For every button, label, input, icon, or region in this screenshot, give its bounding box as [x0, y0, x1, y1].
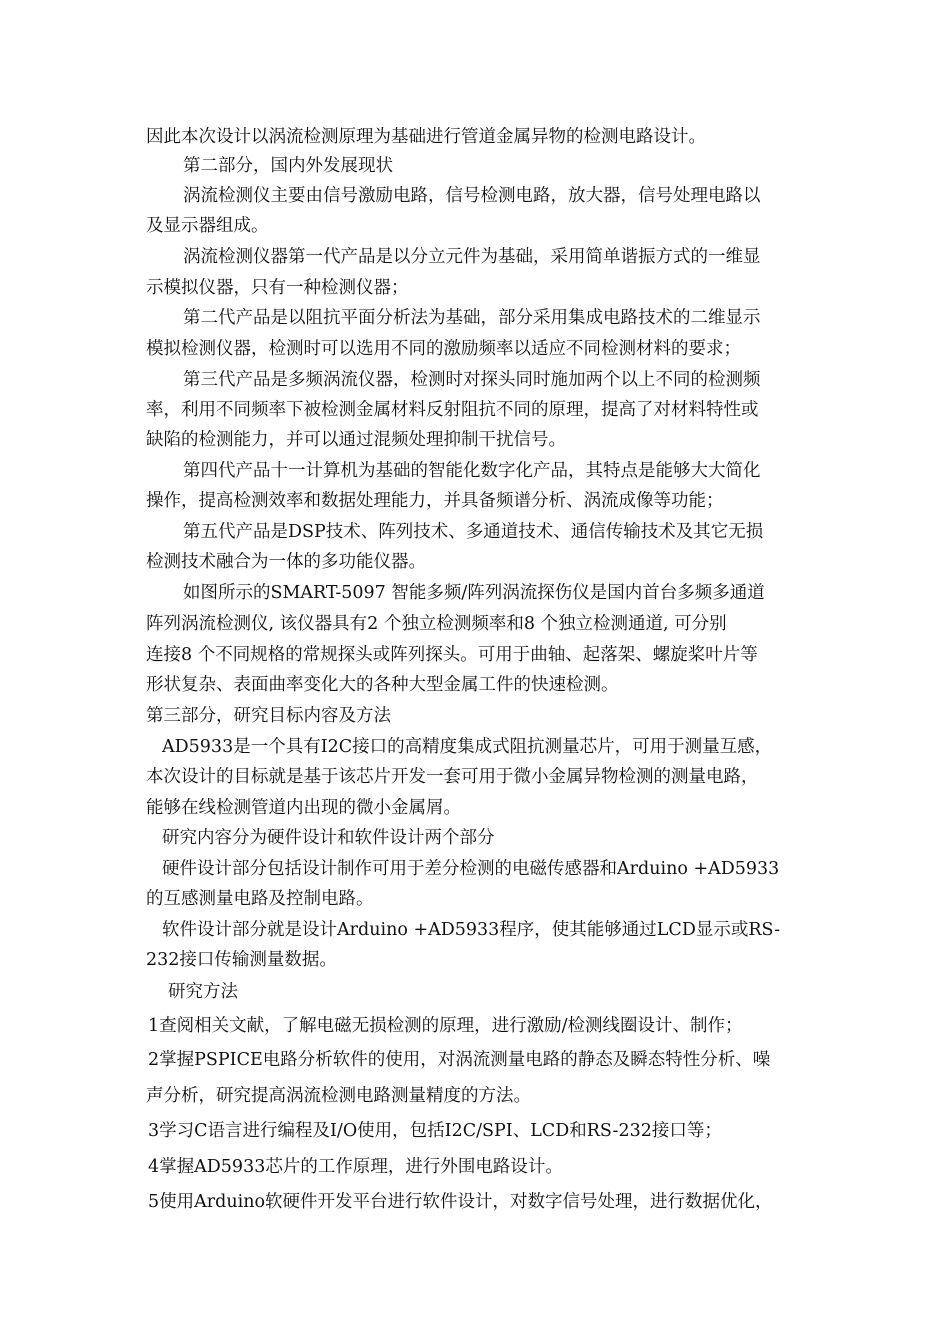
- text-line: 第三代产品是多频涡流仪器，检测时对探头同时施加两个以上不同的检测频: [183, 370, 761, 390]
- list-item: 1查阅相关文献，了解电磁无损检测的原理，进行激励/检测线圈设计、制作；: [148, 1016, 743, 1036]
- text-line: 软件设计部分就是设计Arduino +AD5933程序，使其能够通过LCD显示或RS-: [162, 920, 781, 940]
- text-line: 缺陷的检测能力，并可以通过混频处理抑制干扰信号。: [146, 430, 566, 450]
- text-line: 能够在线检测管道内出现的微小金属屑。: [146, 798, 461, 818]
- list-item: 5使用Arduino软硬件开发平台进行软件设计，对数字信号处理，进行数据优化，: [148, 1192, 773, 1212]
- text-line: 232接口传输测量数据。: [146, 950, 337, 970]
- text-line: 第五代产品是DSP技术、阵列技术、多通道技术、通信传输技术及其它无损: [183, 522, 764, 542]
- text-line: 形状复杂、表面曲率变化大的各种大型金属工件的快速检测。: [146, 675, 619, 695]
- text-line: 第二代产品是以阻抗平面分析法为基础，部分采用集成电路技术的二维显示: [183, 308, 761, 328]
- list-item: 2掌握PSPICE电路分析软件的使用，对涡流测量电路的静态及瞬态特性分析、噪: [148, 1050, 771, 1070]
- text-line: 研究内容分为硬件设计和软件设计两个部分: [162, 828, 495, 848]
- text-line: 因此本次设计以涡流检测原理为基础进行管道金属异物的检测电路设计。: [146, 127, 706, 147]
- text-line: 操作，提高检测效率和数据处理能力，并具备频谱分析、涡流成像等功能；: [146, 491, 724, 511]
- list-item: 4掌握AD5933芯片的工作原理，进行外围电路设计。: [148, 1157, 563, 1177]
- section-heading: 研究方法: [168, 982, 238, 1002]
- text-line: 的互感测量电路及控制电路。: [146, 889, 374, 909]
- text-line: AD5933是一个具有I2C接口的高精度集成式阻抗测量芯片，可用于测量互感，: [162, 737, 773, 757]
- text-line: 检测技术融合为一体的多功能仪器。: [146, 552, 426, 572]
- section-heading: 第三部分，研究目标内容及方法: [146, 706, 391, 726]
- text-line: 涡流检测仪主要由信号激励电路，信号检测电路，放大器，信号处理电路以: [183, 186, 761, 206]
- list-item: 3学习C语言进行编程及I/O使用，包括I2C/SPI、LCD和RS-232接口等；: [148, 1121, 722, 1141]
- text-line: 率，利用不同频率下被检测金属材料反射阻抗不同的原理，提高了对材料特性或: [146, 400, 759, 420]
- text-line: 涡流检测仪器第一代产品是以分立元件为基础，采用简单谐振方式的一维显: [183, 247, 761, 267]
- text-line: 示模拟仪器，只有一种检测仪器；: [146, 278, 409, 298]
- text-line: 阵列涡流检测仪, 该仪器具有2 个独立检测频率和8 个独立检测通道, 可分别: [146, 614, 727, 634]
- text-line: 第四代产品十一计算机为基础的智能化数字化产品，其特点是能够大大简化: [183, 461, 761, 481]
- text-line: 模拟检测仪器，检测时可以选用不同的激励频率以适应不同检测材料的要求；: [146, 339, 741, 359]
- text-line: 声分析，研究提高涡流检测电路测量精度的方法。: [146, 1086, 531, 1106]
- text-line: 连接8 个不同规格的常规探头或阵列探头。可用于曲轴、起落架、螺旋桨叶片等: [146, 645, 758, 665]
- text-line: 本次设计的目标就是基于该芯片开发一套可用于微小金属异物检测的测量电路，: [146, 767, 759, 787]
- text-line: 如图所示的SMART-5097 智能多频/阵列涡流探伤仪是国内首台多频多通道: [183, 583, 765, 603]
- section-heading: 第二部分，国内外发展现状: [183, 156, 393, 176]
- text-line: 及显示器组成。: [146, 216, 269, 236]
- text-line: 硬件设计部分包括设计制作可用于差分检测的电磁传感器和Arduino +AD5933: [162, 859, 780, 879]
